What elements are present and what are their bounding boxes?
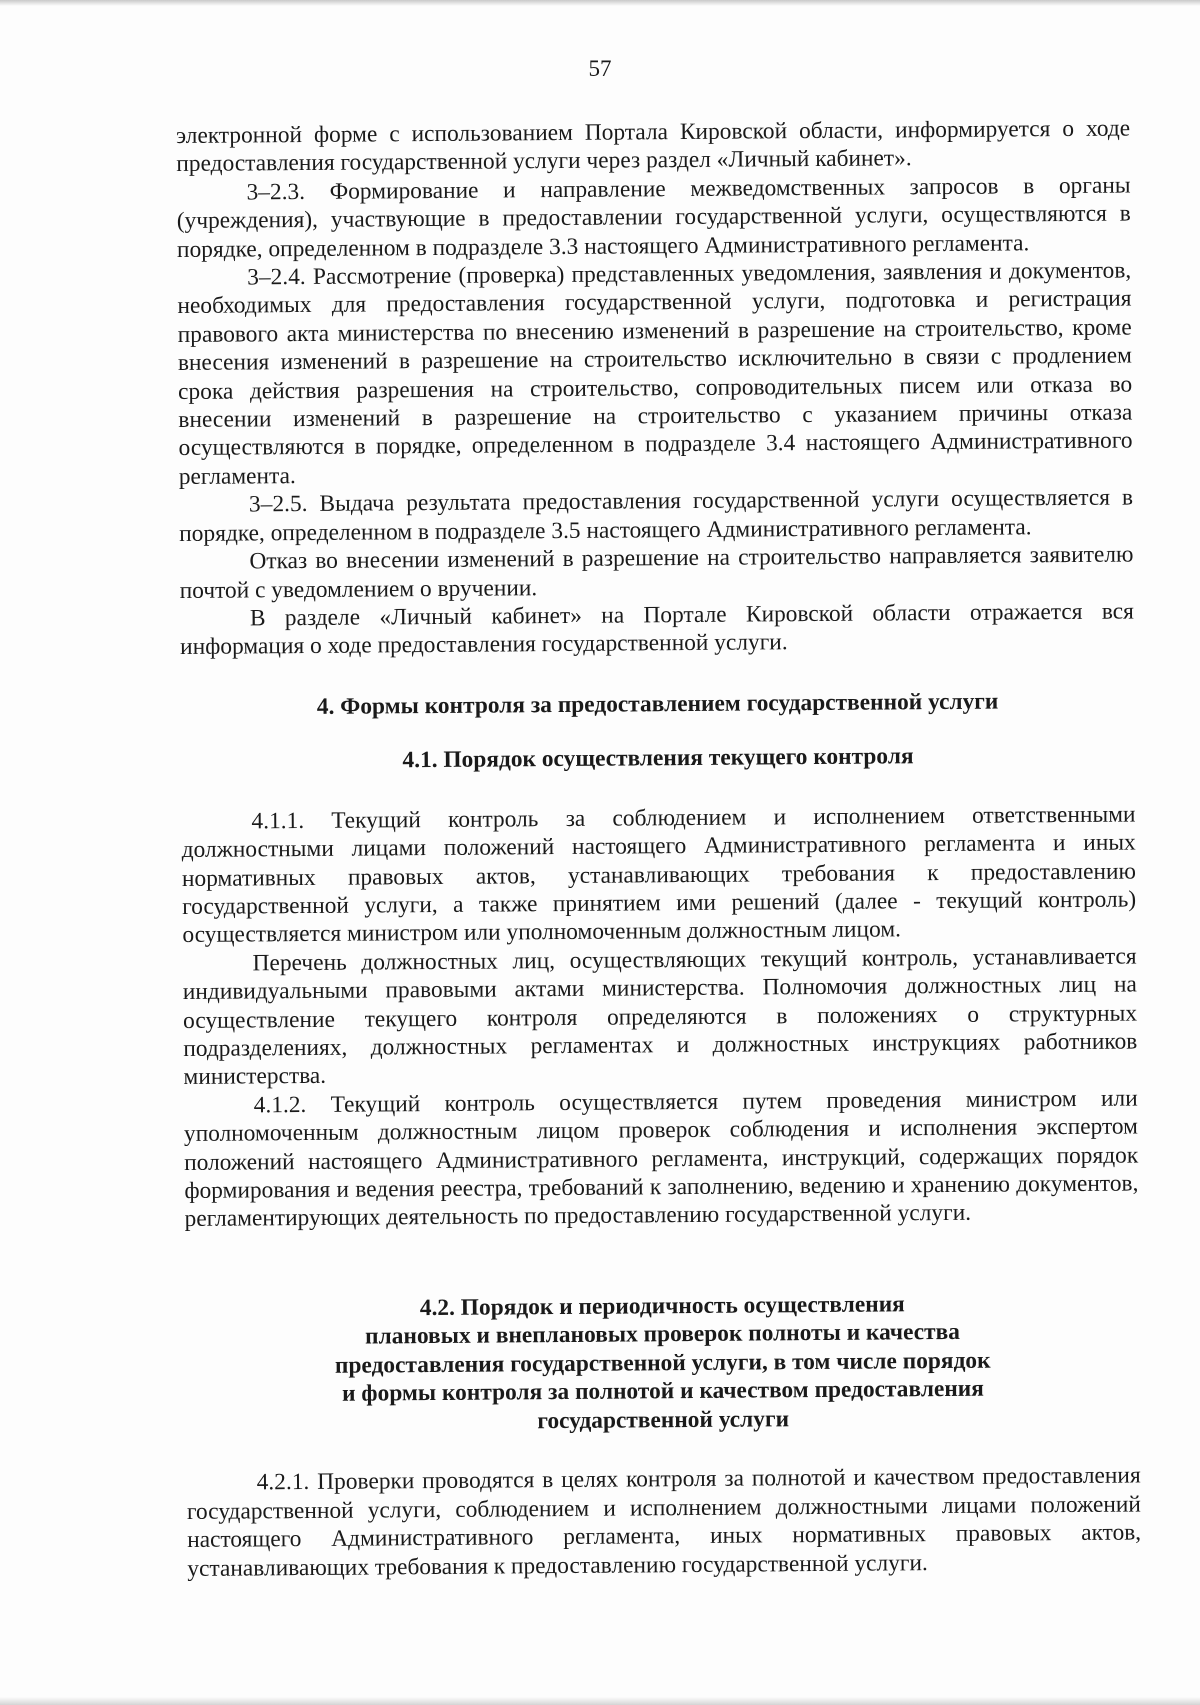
- paragraph-personal-cabinet: В разделе «Личный кабинет» на Портале Кировской области отражается вся информация о ходе предоставления государственной услуги.: [180, 598, 1134, 661]
- scan-top-edge: [0, 0, 1200, 6]
- paragraph-3-2-4: 3–2.4. Рассмотрение (проверка) представленных уведомления, заявления и документов, необходимых для предоставления государственной услуги, подготовка и регистрация правового акта министерства по внесению изменений в разрешение на строительство, кроме внесения изменений в разрешение на строительство исключительно в связи с продлением срока действия разрешения на строительство, сопроводительных писем или отказа во внесении изменений в разрешение на строительство с указанием причины отказа осуществляются в порядке, определенном в подразделе 3.4 настоящего Административного регламента.: [177, 257, 1133, 490]
- paragraph-3-2-3: 3–2.3. Формирование и направление межведомственных запросов в органы (учреждения), участвующие в предоставлении государственной услуги, осуществляются в порядке, определенном в подразделе 3.3 настоящего Административного регламента.: [176, 172, 1131, 263]
- subsection-4-2-heading-line: и формы контроля за полнотой и качеством предоставления: [341, 1376, 984, 1408]
- paragraph-4-1-2: 4.1.2. Текущий контроль осуществляется путем проведения министром или уполномоченным должностным лицом проверок соблюдения и исполнения экспертом положений настоящего Административного регламента, инструкций, содержащих порядок формирования и ведения реестра, требований к заполнению, ведению и хранению документов, регламентирующих деятельность по предоставлению государственной услуги.: [183, 1085, 1139, 1233]
- paragraph-3-2-5: 3–2.5. Выдача результата предоставления государственной услуги осуществляется в порядке, определенном в подразделе 3.5 настоящего Административного регламента.: [179, 484, 1134, 547]
- paragraph-continuation: электронной форме с использованием Портала Кировской области, информируется о ходе предоставления государственной услуги через раздел «Личный кабинет».: [176, 115, 1131, 178]
- section-4-heading: 4. Формы контроля за предоставлением государственной услуги: [316, 688, 999, 720]
- scan-bottom-edge: [0, 1697, 1200, 1705]
- subsection-4-2-heading: [185, 1288, 1140, 1438]
- subsection-4-1-heading: 4.1. Порядок осуществления текущего контроля: [402, 743, 914, 774]
- paragraph-4-1-1: 4.1.1. Текущий контроль за соблюдением и исполнением ответственными должностными лицами положений настоящего Административного регламента и иных нормативных правовых актов, устанавливающих требования к предоставлению государственной услуги, а также принятием ими решений (далее - текущий контроль) осуществляется министром или уполномоченным должностным лицом.: [181, 801, 1137, 949]
- subsection-4-2-heading-line: плановых и внеплановых проверок полноты и качества: [365, 1319, 961, 1350]
- subsection-4-2-heading-line: государственной услуги: [537, 1406, 790, 1435]
- paragraph-refusal-notice: Отказ во внесении изменений в разрешение на строительство направляется заявителю почтой с уведомлением о вручении.: [179, 541, 1134, 604]
- page-content: [176, 115, 1141, 1583]
- subsection-4-2-heading-line: 4.2. Порядок и периодичность осуществления: [419, 1291, 905, 1321]
- paragraph-4-2-1: 4.2.1. Проверки проводятся в целях контроля за полнотой и качеством предоставления государственной услуги, соблюдением и исполнением должностными лицами положений настоящего Административного регламента, иных нормативных правовых актов, устанавливающих требования к предоставлению государственной услуги.: [186, 1462, 1142, 1582]
- page-number: 57: [588, 56, 612, 81]
- paragraph-officials-list: Перечень должностных лиц, осуществляющих текущий контроль, устанавливается индивидуальными правовыми актами министерства. Полномочия должностных лиц на осуществление текущего контроля определяются в положениях о структурных подразделениях, должностных регламентах и должностных инструкциях работников министерства.: [182, 943, 1138, 1091]
- subsection-4-2-heading-line: предоставления государственной услуги, в том числе порядок: [334, 1347, 991, 1379]
